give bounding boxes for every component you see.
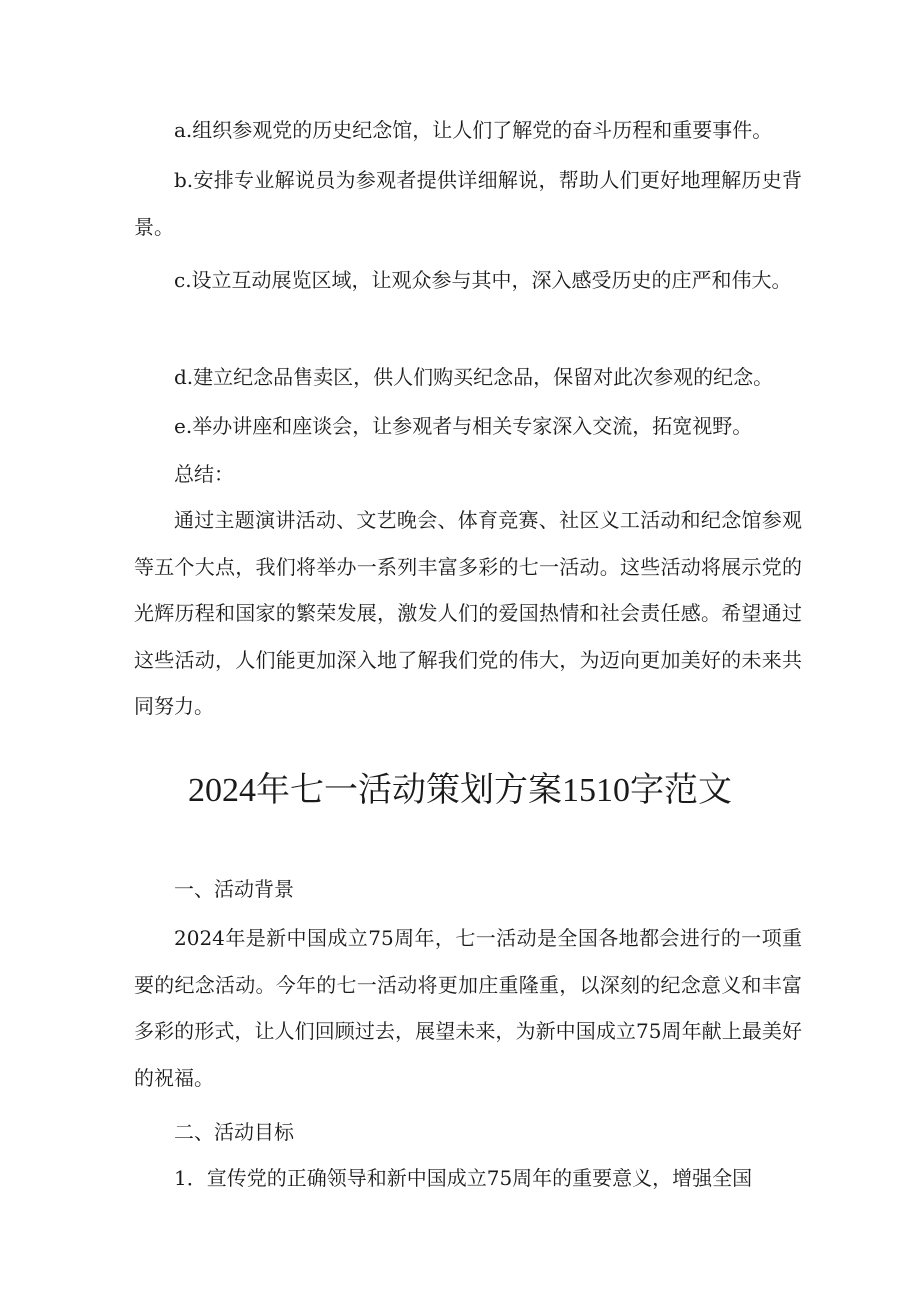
summary-paragraph: 通过主题演讲活动、文艺晚会、体育竞赛、社区义工活动和纪念馆参观等五个大点，我们将举办一系列丰富多彩的七一活动。这些活动将展示党的光辉历程和国家的繁荣发展，激发人们的爱国热情和社会责任感。希望通过这些活动，人们能更加深入地了解我们党的伟大，为迈向更加美好的未来共同努力。 xyxy=(134,508,802,718)
list-item-d: d.建立纪念品售卖区，供人们购买纪念品，保留对此次参观的纪念。 xyxy=(174,365,774,389)
goal-item-1: 1．宣传党的正确领导和新中国成立75周年的重要意义，增强全国 xyxy=(174,1166,753,1190)
list-item-e: e.举办讲座和座谈会，让参观者与相关专家深入交流，拓宽视野。 xyxy=(174,414,753,438)
list-item-a: a.组织参观党的历史纪念馆，让人们了解党的奋斗历程和重要事件。 xyxy=(174,118,773,142)
list-item-c: c.设立互动展览区域，让观众参与其中，深入感受历史的庄严和伟大。 xyxy=(174,268,792,292)
section-heading-goals: 二、活动目标 xyxy=(174,1120,294,1144)
document-title: 2024年七一活动策划方案1510字范文 xyxy=(188,772,732,809)
summary-label: 总结： xyxy=(174,462,234,486)
section-heading-background: 一、活动背景 xyxy=(174,877,294,901)
list-item-b: b.安排专业解说员为参观者提供详细解说，帮助人们更好地理解历史背景。 xyxy=(134,168,802,239)
background-paragraph: 2024年是新中国成立75周年，七一活动是全国各地都会进行的一项重要的纪念活动。今年的七一活动将更加庄重隆重，以深刻的纪念意义和丰富多彩的形式，让人们回顾过去，展望未来，为新中国成立75周年献上最美好的祝福。 xyxy=(134,926,802,1090)
